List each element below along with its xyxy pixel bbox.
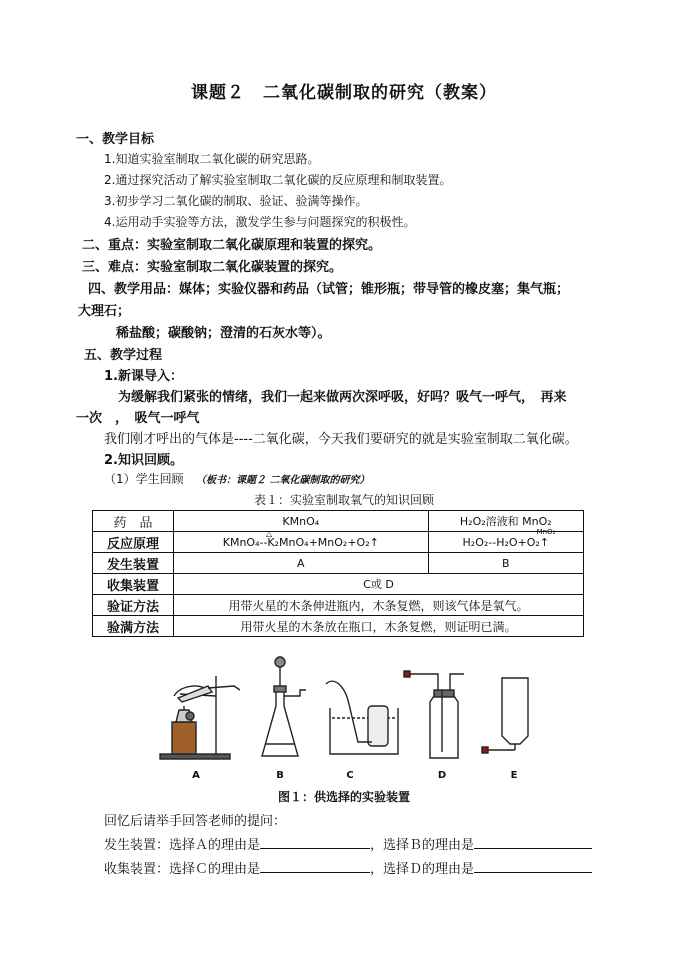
goal-item: 2.通过探究活动了解实验室制取二氧化碳的反应原理和制取装置。	[104, 173, 452, 187]
table-cell	[428, 528, 583, 553]
figure-label: E	[510, 770, 518, 781]
apparatus-e	[482, 678, 528, 753]
table-cell	[174, 529, 429, 553]
goal-item: 3.初步学习二氧化碳的制取、验证、验满等操作。	[104, 194, 368, 208]
table-cell: A	[174, 553, 429, 574]
table-caption: 表１：实验室制取氧气的知识回顾	[253, 493, 434, 507]
question-line	[104, 834, 592, 853]
question-text: ，选择Ｂ的理由是	[370, 838, 475, 853]
intro-text: 一次 ， 吸气一呼气	[76, 411, 200, 426]
table-header-cell: 药 品	[93, 511, 174, 532]
intro-text: 为缓解我们紧张的情绪，我们一起来做两次深呼吸，好吗？吸气一呼气， 再来	[118, 390, 567, 405]
catalyst-note: MnO₂	[536, 528, 556, 536]
knowledge-heading: 2.知识回顾。	[104, 453, 183, 468]
table-header-cell: H₂O₂溶液和 MnO₂	[428, 511, 583, 532]
answer-blank[interactable]	[474, 860, 592, 873]
materials-line: 大理石；	[78, 304, 131, 319]
goal-item: 1.知道实验室制取二氧化碳的研究思路。	[104, 152, 320, 166]
table-cell: C或 D	[174, 574, 584, 595]
question-prompt: 回忆后请举手回答老师的提问：	[104, 814, 287, 829]
intro-text: 我们刚才呼出的气体是----二氧化碳，今天我们要研究的就是实验室制取二氧化碳。	[104, 432, 578, 447]
oxygen-review-table	[92, 510, 584, 637]
table-cell: 用带火星的木条伸进瓶内，木条复燃，则该气体是氧气。	[174, 595, 584, 616]
difficulty: 三、难点：实验室制取二氧化碳装置的探究。	[82, 260, 343, 275]
page-title: 课题２ 二氧化碳制取的研究（教案）	[191, 83, 497, 103]
intro-heading: 1.新课导入：	[104, 369, 183, 384]
board-note: （板书：课题２ 二氧化碳制取的研究）	[196, 475, 370, 486]
key-point: 二、重点：实验室制取二氧化碳原理和装置的探究。	[82, 238, 382, 253]
table-header-cell: KMnO₄	[174, 511, 429, 532]
goals-heading: 一、教学目标	[76, 132, 155, 147]
table-row	[93, 511, 584, 532]
row-label: 反应原理	[93, 532, 174, 553]
equation: H₂O₂--H₂O+O₂↑	[462, 535, 550, 549]
figure-caption: 图１：供选择的实验装置	[277, 790, 410, 804]
question-text: 发生装置：选择Ａ的理由是	[104, 838, 261, 853]
table-row	[93, 553, 584, 574]
review-label: （1）学生回顾	[104, 472, 184, 486]
row-label: 发生装置	[93, 553, 174, 574]
figure-label: C	[346, 770, 354, 781]
question-line	[104, 858, 592, 877]
table-cell: 用带火星的木条放在瓶口，木条复燃，则证明已满。	[174, 616, 584, 637]
apparatus-b	[262, 657, 306, 756]
table-row	[93, 595, 584, 616]
table-cell: B	[428, 553, 583, 574]
apparatus-figure	[158, 656, 542, 782]
materials-line: 四、教学用品：媒体；实验仪器和药品（试管；锥形瓶；带导管的橡皮塞；集气瓶；	[88, 282, 570, 297]
heat-symbol: △	[266, 529, 273, 538]
row-label: 收集装置	[93, 574, 174, 595]
process-heading: 五、教学过程	[84, 348, 163, 363]
apparatus-a	[160, 676, 240, 759]
materials-line: 稀盐酸；碳酸钠；澄清的石灰水等）。	[116, 326, 331, 341]
answer-blank[interactable]	[474, 836, 592, 849]
goal-item: 4.运用动手实验等方法，激发学生参与问题探究的积极性。	[104, 215, 416, 229]
equation: KMnO₄--K₂MnO₄+MnO₂+O₂↑	[222, 535, 379, 549]
answer-blank[interactable]	[260, 836, 370, 849]
figure-label: D	[437, 770, 447, 781]
row-label: 验证方法	[93, 595, 174, 616]
apparatus-d	[404, 671, 464, 758]
question-text: ，选择Ｄ的理由是	[370, 862, 475, 877]
answer-blank[interactable]	[260, 860, 370, 873]
figure-label: A	[192, 770, 200, 781]
table-row	[93, 616, 584, 637]
row-label: 验满方法	[93, 616, 174, 637]
table-row	[93, 532, 584, 553]
figure-label: B	[276, 770, 284, 781]
question-text: 收集装置：选择Ｃ的理由是	[104, 862, 261, 877]
table-row	[93, 574, 584, 595]
apparatus-c	[326, 681, 398, 754]
